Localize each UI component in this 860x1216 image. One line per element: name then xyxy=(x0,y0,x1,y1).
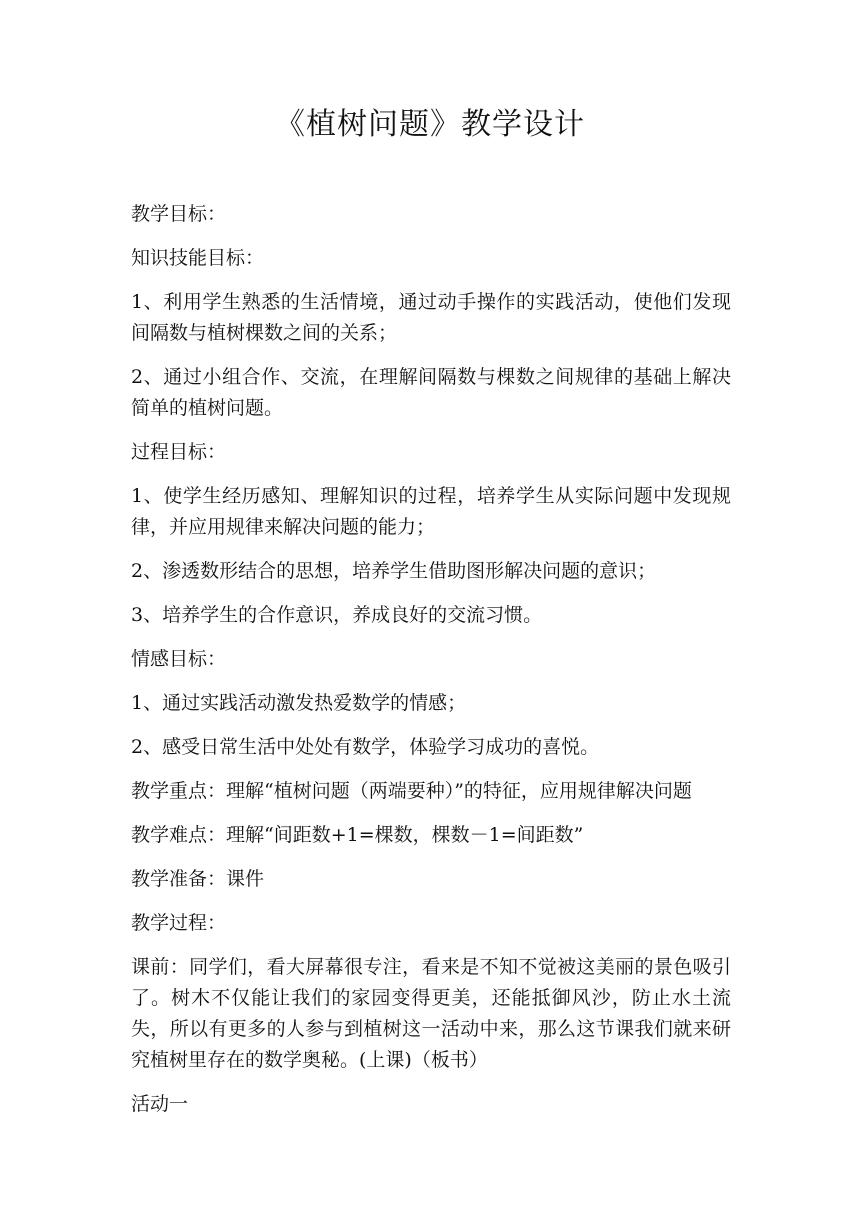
paragraph-difficult-points: 教学难点：理解“间距数+1=棵数，棵数－1=间距数” xyxy=(131,824,584,846)
document-body xyxy=(131,199,731,1133)
paragraph-preparation: 教学准备：课件 xyxy=(131,868,265,890)
paragraph-process-goal-3: 3、培养学生的合作意识，养成良好的交流习惯。 xyxy=(131,604,543,626)
document-title: 《植树问题》教学设计 xyxy=(275,107,585,142)
paragraph-process-goal-2: 2、渗透数形结合的思想，培养学生借助图形解决问题的意识； xyxy=(131,560,657,582)
paragraph-knowledge-goal-1: 1、利用学生熟悉的生活情境，通过动手操作的实践活动，使他们发现间隔数与植树棵数之间的关系； xyxy=(131,291,731,344)
paragraph-teaching-process: 教学过程： xyxy=(131,912,227,934)
paragraph-emotion-goal-2: 2、感受日常生活中处处有数学，体验学习成功的喜悦。 xyxy=(131,736,600,758)
paragraph-teaching-goals: 教学目标： xyxy=(131,203,227,225)
paragraph-knowledge-goal-2: 2、通过小组合作、交流，在理解间隔数与棵数之间规律的基础上解决简单的植树问题。 xyxy=(131,366,731,419)
paragraph-knowledge-goals: 知识技能目标： xyxy=(131,247,265,269)
paragraph-pre-class: 课前：同学们，看大屏幕很专注，看来是不知不觉被这美丽的景色吸引了。树木不仅能让我们的家园变得更美，还能抵御风沙，防止水土流失，所以有更多的人参与到植树这一活动中来，那么这节课我们就来研究植树里存在的数学奥秘。(上课)（板书） xyxy=(131,956,731,1071)
paragraph-key-points: 教学重点：理解“植树问题（两端要种）”的特征，应用规律解决问题 xyxy=(131,780,692,802)
paragraph-emotion-goal-1: 1、通过实践活动激发热爱数学的情感； xyxy=(131,692,467,714)
paragraph-emotion-goals: 情感目标： xyxy=(131,648,227,670)
paragraph-process-goal-1: 1、使学生经历感知、理解知识的过程，培养学生从实际问题中发现规律，并应用规律来解决问题的能力； xyxy=(131,485,731,538)
paragraph-process-goals: 过程目标： xyxy=(131,441,227,463)
paragraph-activity-one: 活动一 xyxy=(131,1093,189,1115)
